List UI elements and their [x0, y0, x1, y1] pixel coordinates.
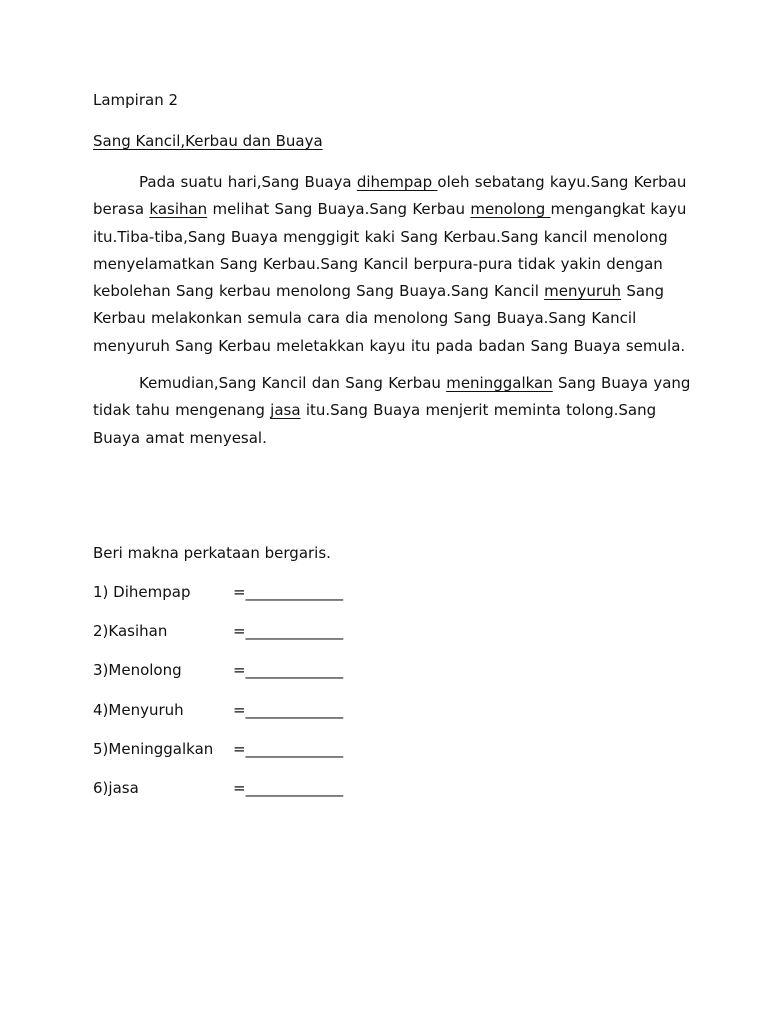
paragraph-2-text: Kemudian,Sang Kancil dan Sang Kerbau [139, 374, 447, 393]
answer-blank: =_____________ [233, 582, 344, 601]
answer-blank: =_____________ [233, 661, 344, 680]
exercise-item [93, 699, 693, 722]
exercise-word: 3)Menolong [93, 661, 182, 680]
exercise-instruction: Beri makna perkataan bergaris. [93, 543, 331, 562]
paragraph-2-text: Sang Buaya yang tidak tahu mengenang [93, 374, 691, 420]
exercise-item [93, 581, 693, 604]
story-paragraph-2 [93, 370, 693, 452]
answer-blank: =_____________ [233, 778, 344, 797]
exercise-item [93, 620, 693, 643]
story-paragraph-1 [93, 169, 693, 360]
document-page [93, 88, 693, 816]
paragraph-1-text: mengangkat kayu itu.Tiba-tiba,Sang Buaya menggigit kaki Sang Kerbau.Sang kancil menolong menyelamatkan Sang Kerbau.Sang Kancil berpura-pura tidak yakin dengan kebolehan Sang kerbau menolong Sang Buaya.Sang Kancil [93, 200, 687, 301]
underlined-word-menyuruh: menyuruh [544, 282, 622, 301]
exercise-item [93, 659, 693, 682]
underlined-word-jasa: jasa [270, 401, 301, 420]
exercise-word: 5)Meninggalkan [93, 739, 214, 758]
exercise-item [93, 738, 693, 761]
paragraph-1-text: melihat Sang Buaya.Sang Kerbau [207, 200, 471, 219]
exercise-item [93, 777, 693, 800]
paragraph-1-text: Pada suatu hari,Sang Buaya [139, 173, 357, 191]
underlined-word-kasihan: kasihan [149, 200, 208, 219]
paragraph-1-text: Sang Kerbau melakonkan semula cara dia menolong Sang Buaya.Sang Kancil menyuruh Sang Kerbau meletakkan kayu itu pada badan Sang Buaya semula. [93, 282, 686, 355]
underlined-word-menolong: menolong [470, 200, 551, 219]
exercise-word: 6)jasa [93, 778, 139, 797]
answer-blank: =_____________ [233, 739, 344, 758]
story-title: Sang Kancil,Kerbau dan Buaya [93, 132, 323, 150]
exercise-word: 4)Menyuruh [93, 700, 184, 719]
underlined-word-dihempap: dihempap [356, 173, 438, 191]
answer-blank: =_____________ [233, 622, 344, 641]
appendix-label: Lampiran 2 [93, 91, 179, 109]
exercise-word: 2)Kasihan [93, 622, 168, 641]
exercise-word: 1) Dihempap [93, 582, 191, 601]
underlined-word-meninggalkan: meninggalkan [446, 374, 553, 393]
answer-blank: =_____________ [233, 700, 344, 719]
exercise-list [93, 581, 693, 800]
paragraph-1-text: oleh sebatang kayu.Sang Kerbau berasa [93, 173, 687, 219]
paragraph-2-text: itu.Sang Buaya menjerit meminta tolong.Sang Buaya amat menyesal. [93, 401, 657, 447]
